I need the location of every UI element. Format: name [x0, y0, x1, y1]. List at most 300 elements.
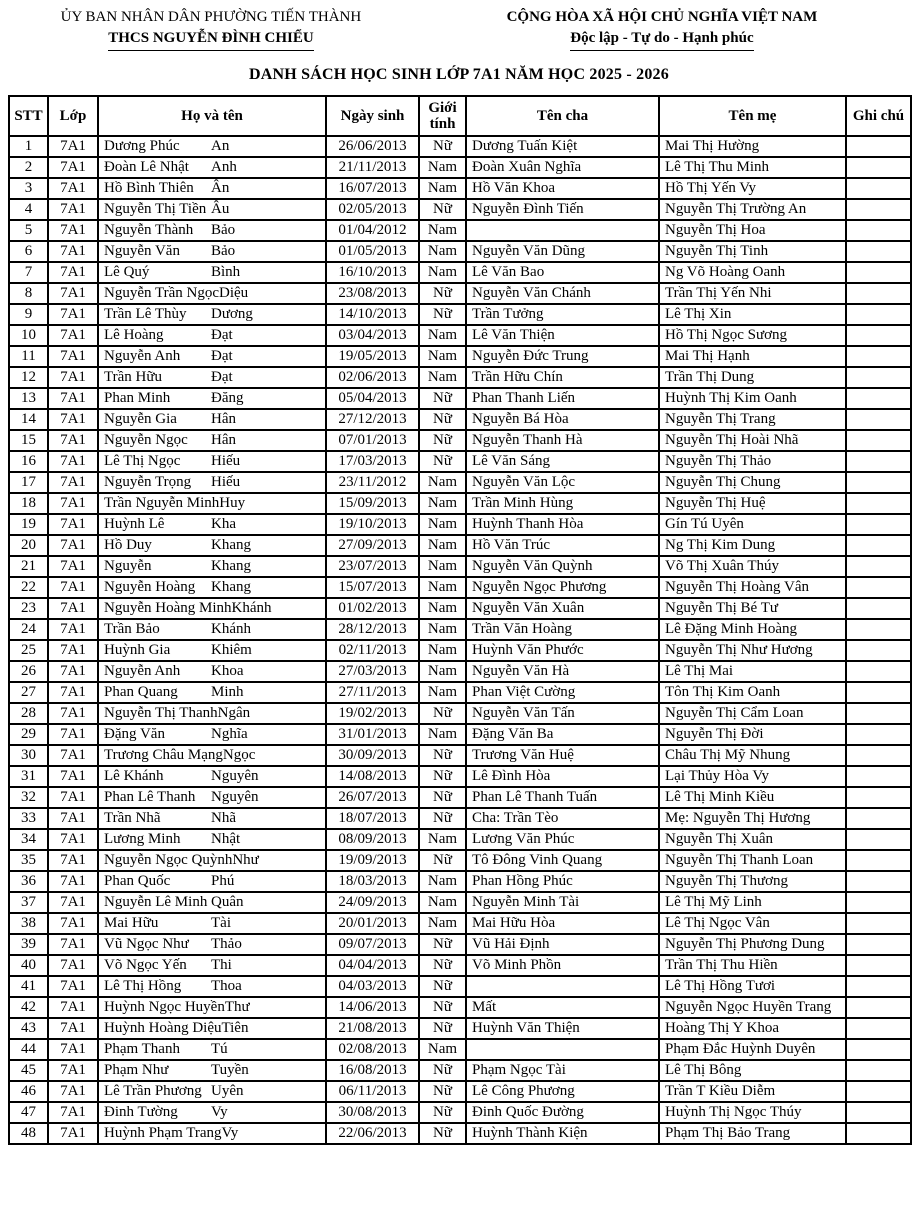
cell-tencha: Trần Hữu Chín — [466, 367, 659, 388]
cell-lop: 7A1 — [48, 556, 98, 577]
cell-stt: 29 — [9, 724, 48, 745]
cell-gioitinh: Nữ — [419, 409, 466, 430]
cell-ten: Phú — [211, 873, 235, 890]
cell-tencha: Đoàn Xuân Nghĩa — [466, 157, 659, 178]
cell-stt: 17 — [9, 472, 48, 493]
cell-tencha: Nguyễn Văn Lộc — [466, 472, 659, 493]
cell-lop: 7A1 — [48, 262, 98, 283]
cell-ten: Bình — [211, 264, 241, 281]
cell-lop: 7A1 — [48, 157, 98, 178]
cell-tencha: Nguyễn Thanh Hà — [466, 430, 659, 451]
cell-ho: Huỳnh Phạm Trang — [104, 1125, 222, 1142]
cell-ten: Vy — [221, 1125, 239, 1142]
cell-ten: Tuyền — [211, 1062, 249, 1079]
cell-ngaysinh: 23/11/2012 — [326, 472, 419, 493]
cell-tenme: Lê Thị Xin — [659, 304, 846, 325]
cell-ten: Khiêm — [211, 642, 252, 659]
cell-gioitinh: Nữ — [419, 703, 466, 724]
cell-tencha — [466, 220, 659, 241]
cell-ghichu — [846, 703, 911, 724]
table-row — [9, 535, 911, 556]
cell-hovaten — [98, 997, 326, 1018]
cell-tencha: Nguyễn Đình Tiến — [466, 199, 659, 220]
cell-ghichu — [846, 745, 911, 766]
cell-ghichu — [846, 514, 911, 535]
cell-gioitinh: Nam — [419, 472, 466, 493]
cell-ghichu — [846, 850, 911, 871]
cell-tenme: Phạm Thị Bảo Trang — [659, 1123, 846, 1144]
cell-tenme: Lê Thị Thu Minh — [659, 157, 846, 178]
cell-tencha: Phan Lê Thanh Tuấn — [466, 787, 659, 808]
cell-gioitinh: Nữ — [419, 997, 466, 1018]
cell-tencha: Huỳnh Văn Thiện — [466, 1018, 659, 1039]
table-row — [9, 766, 911, 787]
cell-ho: Võ Ngọc Yến — [104, 957, 187, 974]
cell-hovaten — [98, 556, 326, 577]
cell-stt: 34 — [9, 829, 48, 850]
table-row — [9, 556, 911, 577]
cell-ghichu — [846, 577, 911, 598]
table-row — [9, 1123, 911, 1144]
cell-hovaten — [98, 514, 326, 535]
cell-ngaysinh: 30/09/2013 — [326, 745, 419, 766]
table-row — [9, 409, 911, 430]
cell-hovaten — [98, 1123, 326, 1144]
cell-lop: 7A1 — [48, 241, 98, 262]
cell-lop: 7A1 — [48, 997, 98, 1018]
cell-tencha: Nguyễn Đức Trung — [466, 346, 659, 367]
cell-tencha: Trần Minh Hùng — [466, 493, 659, 514]
cell-hovaten — [98, 598, 326, 619]
cell-ghichu — [846, 472, 911, 493]
cell-ten: Đạt — [211, 369, 233, 386]
cell-ten: Anh — [211, 159, 237, 176]
cell-ngaysinh: 27/11/2013 — [326, 682, 419, 703]
cell-tenme: Lê Đặng Minh Hoàng — [659, 619, 846, 640]
cell-ngaysinh: 31/01/2013 — [326, 724, 419, 745]
cell-tencha — [466, 1039, 659, 1060]
cell-tenme: Nguyễn Thị Đời — [659, 724, 846, 745]
cell-ho: Đặng Văn — [104, 726, 165, 743]
cell-ngaysinh: 14/08/2013 — [326, 766, 419, 787]
cell-ten: Huy — [219, 495, 246, 512]
cell-ghichu — [846, 1123, 911, 1144]
cell-ghichu — [846, 829, 911, 850]
cell-tencha: Phan Hồng Phúc — [466, 871, 659, 892]
table-row — [9, 1102, 911, 1123]
cell-gioitinh: Nam — [419, 346, 466, 367]
cell-tencha: Phan Thanh Liến — [466, 388, 659, 409]
col-header-tenme: Tên mẹ — [659, 96, 846, 136]
cell-stt: 22 — [9, 577, 48, 598]
col-header-tencha: Tên cha — [466, 96, 659, 136]
cell-ngaysinh: 15/09/2013 — [326, 493, 419, 514]
cell-gioitinh: Nữ — [419, 304, 466, 325]
cell-tenme: Lê Thị Bông — [659, 1060, 846, 1081]
col-header-ghichu: Ghi chú — [846, 96, 911, 136]
cell-stt: 26 — [9, 661, 48, 682]
cell-ghichu — [846, 325, 911, 346]
cell-ghichu — [846, 199, 911, 220]
cell-gioitinh: Nam — [419, 682, 466, 703]
cell-ho: Nguyễn Hoàng Minh — [104, 600, 232, 617]
cell-lop: 7A1 — [48, 346, 98, 367]
cell-hovaten — [98, 955, 326, 976]
cell-ten: Nhã — [211, 810, 236, 827]
cell-ten: Khang — [211, 579, 251, 596]
cell-lop: 7A1 — [48, 577, 98, 598]
cell-ngaysinh: 19/09/2013 — [326, 850, 419, 871]
cell-ho: Phạm Thanh — [104, 1041, 180, 1058]
cell-lop: 7A1 — [48, 1060, 98, 1081]
cell-ten: Nguyên — [211, 789, 259, 806]
table-row — [9, 724, 911, 745]
table-row — [9, 304, 911, 325]
cell-ghichu — [846, 262, 911, 283]
cell-gioitinh: Nam — [419, 913, 466, 934]
cell-stt: 37 — [9, 892, 48, 913]
cell-lop: 7A1 — [48, 619, 98, 640]
cell-tenme: Gín Tú Uyên — [659, 514, 846, 535]
cell-lop: 7A1 — [48, 430, 98, 451]
cell-stt: 28 — [9, 703, 48, 724]
cell-hovaten — [98, 367, 326, 388]
cell-ngaysinh: 21/11/2013 — [326, 157, 419, 178]
cell-gioitinh: Nam — [419, 514, 466, 535]
table-row — [9, 598, 911, 619]
cell-ghichu — [846, 241, 911, 262]
cell-tenme: Nguyễn Thị Hoa — [659, 220, 846, 241]
cell-ho: Lê Trần Phương — [104, 1083, 202, 1100]
cell-tenme: Nguyễn Thị Chung — [659, 472, 846, 493]
cell-stt: 4 — [9, 199, 48, 220]
cell-hovaten — [98, 535, 326, 556]
cell-ghichu — [846, 157, 911, 178]
cell-gioitinh: Nam — [419, 829, 466, 850]
cell-ngaysinh: 16/07/2013 — [326, 178, 419, 199]
cell-gioitinh: Nữ — [419, 766, 466, 787]
cell-gioitinh: Nữ — [419, 1060, 466, 1081]
cell-gioitinh: Nữ — [419, 1102, 466, 1123]
cell-gioitinh: Nữ — [419, 1081, 466, 1102]
cell-hovaten — [98, 388, 326, 409]
header-row — [9, 96, 911, 136]
cell-ten: Khánh — [231, 600, 272, 617]
cell-stt: 10 — [9, 325, 48, 346]
cell-hovaten — [98, 157, 326, 178]
cell-stt: 12 — [9, 367, 48, 388]
cell-ten: Nghĩa — [211, 726, 248, 743]
cell-ngaysinh: 27/12/2013 — [326, 409, 419, 430]
cell-lop: 7A1 — [48, 367, 98, 388]
table-row — [9, 493, 911, 514]
cell-ho: Nguyễn Văn — [104, 243, 180, 260]
cell-ho: Huỳnh Lê — [104, 516, 165, 533]
cell-ghichu — [846, 682, 911, 703]
cell-ten: Tiên — [221, 1020, 249, 1037]
cell-lop: 7A1 — [48, 199, 98, 220]
cell-stt: 14 — [9, 409, 48, 430]
table-row — [9, 640, 911, 661]
cell-ghichu — [846, 871, 911, 892]
col-header-hovaten: Họ và tên — [98, 96, 326, 136]
cell-hovaten — [98, 409, 326, 430]
cell-hovaten — [98, 640, 326, 661]
cell-lop: 7A1 — [48, 808, 98, 829]
cell-tencha: Võ Minh Phồn — [466, 955, 659, 976]
cell-ho: Lê Quý — [104, 264, 150, 281]
cell-ho: Hồ Bình Thiên — [104, 180, 194, 197]
cell-hovaten — [98, 1039, 326, 1060]
cell-tencha: Huỳnh Thành Kiện — [466, 1123, 659, 1144]
cell-stt: 16 — [9, 451, 48, 472]
cell-stt: 47 — [9, 1102, 48, 1123]
cell-hovaten — [98, 661, 326, 682]
cell-lop: 7A1 — [48, 409, 98, 430]
cell-ten: Dương — [211, 306, 253, 323]
cell-tenme: Huỳnh Thị Kim Oanh — [659, 388, 846, 409]
cell-lop: 7A1 — [48, 955, 98, 976]
cell-tenme: Ng Võ Hoàng Oanh — [659, 262, 846, 283]
cell-gioitinh: Nữ — [419, 451, 466, 472]
cell-gioitinh: Nam — [419, 724, 466, 745]
cell-ngaysinh: 01/05/2013 — [326, 241, 419, 262]
cell-tencha: Đinh Quốc Đường — [466, 1102, 659, 1123]
cell-lop: 7A1 — [48, 1123, 98, 1144]
cell-tenme: Nguyễn Thị Tinh — [659, 241, 846, 262]
cell-tencha: Lê Văn Sáng — [466, 451, 659, 472]
cell-stt: 35 — [9, 850, 48, 871]
cell-stt: 40 — [9, 955, 48, 976]
cell-tenme: Trần Thị Yến Nhi — [659, 283, 846, 304]
cell-ghichu — [846, 409, 911, 430]
cell-ghichu — [846, 367, 911, 388]
cell-ho: Nguyễn Thị Thanh — [104, 705, 218, 722]
cell-ghichu — [846, 808, 911, 829]
cell-stt: 20 — [9, 535, 48, 556]
table-row — [9, 241, 911, 262]
cell-gioitinh: Nam — [419, 598, 466, 619]
cell-ngaysinh: 26/07/2013 — [326, 787, 419, 808]
cell-tencha: Nguyễn Bá Hòa — [466, 409, 659, 430]
cell-hovaten — [98, 472, 326, 493]
cell-tencha: Phan Việt Cường — [466, 682, 659, 703]
cell-tencha: Mất — [466, 997, 659, 1018]
student-table-body — [9, 136, 911, 1144]
cell-tencha: Vũ Hải Định — [466, 934, 659, 955]
cell-tenme: Nguyễn Thị Trường An — [659, 199, 846, 220]
cell-hovaten — [98, 451, 326, 472]
cell-stt: 42 — [9, 997, 48, 1018]
cell-gioitinh: Nam — [419, 892, 466, 913]
cell-tenme: Nguyễn Thị Bé Tư — [659, 598, 846, 619]
cell-ghichu — [846, 1018, 911, 1039]
cell-lop: 7A1 — [48, 892, 98, 913]
cell-ghichu — [846, 283, 911, 304]
cell-tencha: Tô Đông Vinh Quang — [466, 850, 659, 871]
page-title: DANH SÁCH HỌC SINH LỚP 7A1 NĂM HỌC 2025 - 2026 — [249, 66, 669, 84]
cell-ghichu — [846, 766, 911, 787]
cell-gioitinh: Nam — [419, 178, 466, 199]
cell-tenme: Lê Thị Hồng Tươi — [659, 976, 846, 997]
cell-ghichu — [846, 892, 911, 913]
letterhead — [8, 8, 910, 51]
cell-ngaysinh: 19/02/2013 — [326, 703, 419, 724]
cell-tenme: Hồ Thị Ngọc Sương — [659, 325, 846, 346]
cell-gioitinh: Nữ — [419, 283, 466, 304]
cell-ho: Phan Quốc — [104, 873, 171, 890]
table-row — [9, 283, 911, 304]
cell-ngaysinh: 14/10/2013 — [326, 304, 419, 325]
cell-tenme: Châu Thị Mỹ Nhung — [659, 745, 846, 766]
cell-tencha: Nguyễn Văn Tấn — [466, 703, 659, 724]
cell-stt: 32 — [9, 787, 48, 808]
cell-gioitinh: Nữ — [419, 955, 466, 976]
cell-lop: 7A1 — [48, 220, 98, 241]
cell-tencha: Hồ Văn Khoa — [466, 178, 659, 199]
cell-hovaten — [98, 1081, 326, 1102]
cell-ghichu — [846, 1060, 911, 1081]
cell-ho: Trần Bảo — [104, 621, 160, 638]
cell-ngaysinh: 05/04/2013 — [326, 388, 419, 409]
cell-ho: Nguyễn Gia — [104, 411, 177, 428]
cell-ngaysinh: 26/06/2013 — [326, 136, 419, 157]
cell-hovaten — [98, 808, 326, 829]
cell-gioitinh: Nam — [419, 640, 466, 661]
cell-ngaysinh: 03/04/2013 — [326, 325, 419, 346]
cell-hovaten — [98, 178, 326, 199]
table-row — [9, 514, 911, 535]
cell-ho: Trần Lê Thùy — [104, 306, 187, 323]
cell-ghichu — [846, 430, 911, 451]
cell-ho: Đoàn Lê Nhật — [104, 159, 189, 176]
cell-hovaten — [98, 199, 326, 220]
cell-hovaten — [98, 346, 326, 367]
table-row — [9, 997, 911, 1018]
cell-ho: Nguyễn Trọng — [104, 474, 192, 491]
cell-tencha: Nguyễn Văn Quỳnh — [466, 556, 659, 577]
cell-ho: Phạm Như — [104, 1062, 169, 1079]
cell-lop: 7A1 — [48, 745, 98, 766]
cell-tenme: Nguyễn Thị Phương Dung — [659, 934, 846, 955]
cell-ngaysinh: 28/12/2013 — [326, 619, 419, 640]
cell-hovaten — [98, 577, 326, 598]
cell-stt: 45 — [9, 1060, 48, 1081]
cell-ten: Vy — [211, 1104, 228, 1121]
cell-hovaten — [98, 1102, 326, 1123]
cell-lop: 7A1 — [48, 1018, 98, 1039]
cell-ghichu — [846, 598, 911, 619]
cell-gioitinh: Nữ — [419, 787, 466, 808]
cell-lop: 7A1 — [48, 304, 98, 325]
cell-ngaysinh: 15/07/2013 — [326, 577, 419, 598]
cell-ten: Nhật — [211, 831, 241, 848]
cell-ho: Nguyễn Hoàng — [104, 579, 196, 596]
cell-hovaten — [98, 262, 326, 283]
cell-ho: Lương Minh — [104, 831, 181, 848]
cell-ten: Thi — [211, 957, 232, 974]
cell-tenme: Nguyễn Thị Trang — [659, 409, 846, 430]
cell-ten: Đạt — [211, 327, 233, 344]
cell-ho: Nguyễn Ngọc Quỳnh — [104, 852, 233, 869]
cell-hovaten — [98, 913, 326, 934]
cell-ghichu — [846, 220, 911, 241]
cell-tenme: Trần T Kiều Diễm — [659, 1081, 846, 1102]
cell-ngaysinh: 24/09/2013 — [326, 892, 419, 913]
col-header-ngaysinh: Ngày sinh — [326, 96, 419, 136]
cell-lop: 7A1 — [48, 598, 98, 619]
cell-lop: 7A1 — [48, 1039, 98, 1060]
cell-hovaten — [98, 1018, 326, 1039]
table-row — [9, 829, 911, 850]
cell-gioitinh: Nữ — [419, 850, 466, 871]
cell-tencha: Huỳnh Thanh Hòa — [466, 514, 659, 535]
cell-tencha: Cha: Trần Tèo — [466, 808, 659, 829]
cell-ho: Lê Khánh — [104, 768, 164, 785]
cell-tenme: Nguyễn Thị Thảo — [659, 451, 846, 472]
cell-gioitinh: Nam — [419, 661, 466, 682]
cell-hovaten — [98, 850, 326, 871]
cell-tenme: Nguyễn Thị Thanh Loan — [659, 850, 846, 871]
cell-ho: Trần Nhã — [104, 810, 161, 827]
cell-ho: Phan Quang — [104, 684, 178, 701]
letterhead-national — [414, 8, 910, 51]
cell-gioitinh: Nam — [419, 325, 466, 346]
cell-lop: 7A1 — [48, 493, 98, 514]
cell-ho: Hồ Duy — [104, 537, 152, 554]
cell-stt: 6 — [9, 241, 48, 262]
cell-hovaten — [98, 430, 326, 451]
table-row — [9, 703, 911, 724]
table-row — [9, 388, 911, 409]
cell-ngaysinh: 02/06/2013 — [326, 367, 419, 388]
cell-lop: 7A1 — [48, 1102, 98, 1123]
cell-ghichu — [846, 1081, 911, 1102]
cell-tencha: Nguyễn Văn Dũng — [466, 241, 659, 262]
cell-gioitinh: Nam — [419, 556, 466, 577]
cell-ho: Phan Minh — [104, 390, 171, 407]
table-row — [9, 661, 911, 682]
cell-ghichu — [846, 997, 911, 1018]
cell-stt: 19 — [9, 514, 48, 535]
cell-ngaysinh: 06/11/2013 — [326, 1081, 419, 1102]
cell-stt: 41 — [9, 976, 48, 997]
cell-tenme: Nguyễn Ngọc Huyền Trang — [659, 997, 846, 1018]
cell-ten: Đạt — [211, 348, 233, 365]
cell-ghichu — [846, 661, 911, 682]
table-row — [9, 682, 911, 703]
cell-tencha — [466, 976, 659, 997]
cell-stt: 25 — [9, 640, 48, 661]
cell-ten: An — [211, 138, 230, 155]
cell-ten: Hân — [211, 411, 236, 428]
table-row — [9, 1018, 911, 1039]
cell-ngaysinh: 14/06/2013 — [326, 997, 419, 1018]
cell-tencha: Lương Văn Phúc — [466, 829, 659, 850]
table-row — [9, 619, 911, 640]
table-row — [9, 745, 911, 766]
cell-tenme: Hồ Thị Yến Vy — [659, 178, 846, 199]
cell-gioitinh: Nam — [419, 220, 466, 241]
cell-gioitinh: Nữ — [419, 1018, 466, 1039]
cell-lop: 7A1 — [48, 829, 98, 850]
table-row — [9, 472, 911, 493]
cell-tenme: Nguyễn Thị Xuân — [659, 829, 846, 850]
table-row — [9, 346, 911, 367]
cell-ngaysinh: 27/09/2013 — [326, 535, 419, 556]
cell-ngaysinh: 22/06/2013 — [326, 1123, 419, 1144]
cell-ngaysinh: 02/11/2013 — [326, 640, 419, 661]
